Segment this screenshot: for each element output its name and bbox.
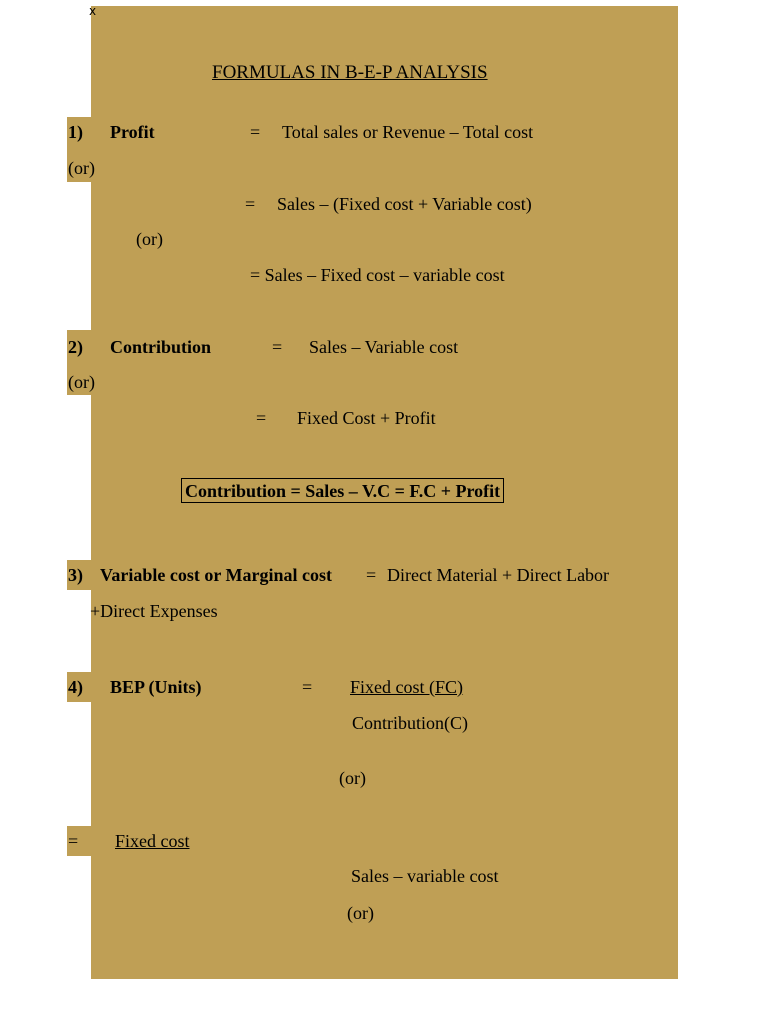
contribution-boxed-formula: Contribution = Sales – V.C = F.C + Profit [181,478,504,503]
profit-formula-2: Sales – (Fixed cost + Variable cost) [277,194,532,214]
bep-denominator-2: Sales – variable cost [351,866,499,886]
section-3-number: 3) [68,565,83,585]
profit-formula-3: = Sales – Fixed cost – variable cost [250,265,505,285]
close-icon[interactable]: x [89,4,97,18]
variable-cost-formula-2: +Direct Expenses [90,601,218,621]
profit-formula-1: Total sales or Revenue – Total cost [282,122,534,142]
contribution-label: Contribution [110,337,212,357]
section-2-number: 2) [68,337,83,357]
contribution-equals: = [272,337,283,357]
bep-equals-2: = [68,831,79,851]
variable-cost-equals: = [366,565,377,585]
contribution-equals-2: = [256,408,267,428]
profit-or-2: (or) [136,229,163,249]
section-4-number: 4) [68,677,83,697]
bep-or-1: (or) [339,768,366,788]
contribution-formula-1: Sales – Variable cost [309,337,459,357]
variable-cost-label: Variable cost or Marginal cost [100,565,332,585]
page-title: FORMULAS IN B-E-P ANALYSIS [212,62,488,83]
variable-cost-formula-1: Direct Material + Direct Labor [387,565,610,585]
contribution-or-1: (or) [68,372,95,392]
bep-units-label: BEP (Units) [110,677,202,697]
bep-or-2: (or) [347,903,374,923]
bep-numerator-1: Fixed cost (FC) [350,677,464,697]
bep-units-equals: = [302,677,313,697]
contribution-formula-2: Fixed Cost + Profit [297,408,436,428]
section-1-number: 1) [68,122,83,142]
profit-equals: = [250,122,261,142]
profit-label: Profit [110,122,155,142]
bep-denominator-1: Contribution(C) [352,713,468,733]
profit-or-1: (or) [68,158,95,178]
bep-numerator-2: Fixed cost [115,831,190,851]
profit-equals-2: = [245,194,256,214]
